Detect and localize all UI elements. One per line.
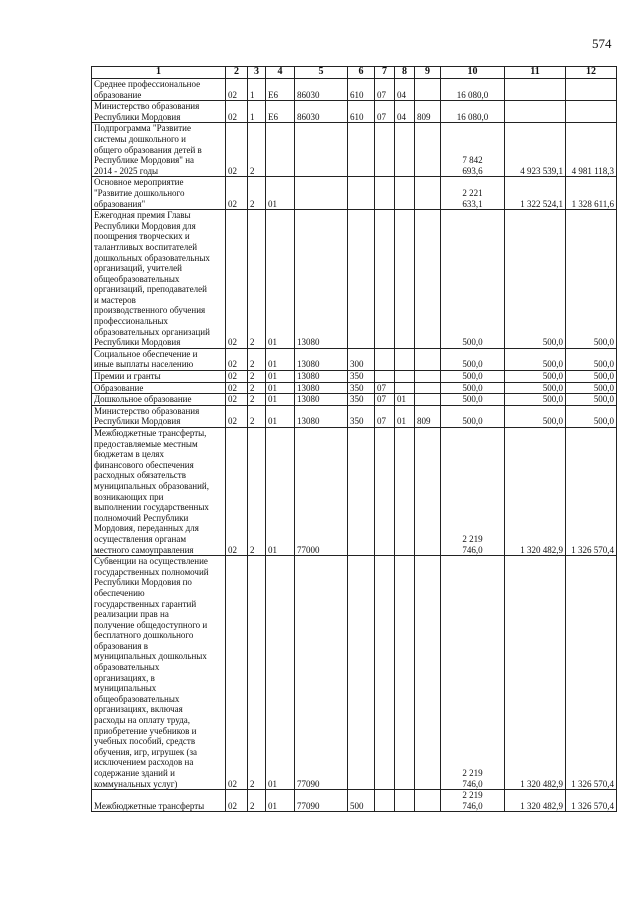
amount-cell: 2 219 746,0 <box>441 790 505 812</box>
code-cell: 07 <box>375 79 395 101</box>
amount-cell: 1 328 611,6 <box>566 177 617 210</box>
code-cell: 04 <box>395 101 415 123</box>
row-name: Дошкольное образование <box>92 394 226 406</box>
code-cell: 350 <box>348 382 375 394</box>
code-cell: 350 <box>348 371 375 383</box>
amount-cell: 500,0 <box>441 348 505 370</box>
code-cell: 86030 <box>295 101 348 123</box>
column-header: 5 <box>295 67 348 79</box>
table-row <box>92 556 617 790</box>
table-row <box>92 394 617 406</box>
amount-cell: 16 080,0 <box>441 101 505 123</box>
code-cell: 2 <box>248 210 266 349</box>
amount-cell: 500,0 <box>505 348 566 370</box>
code-cell <box>415 177 441 210</box>
amount-cell: 1 326 570,4 <box>566 428 617 556</box>
code-cell: 02 <box>226 348 248 370</box>
code-cell <box>375 790 395 812</box>
code-cell: 809 <box>415 101 441 123</box>
amount-cell: 1 326 570,4 <box>566 556 617 790</box>
code-cell <box>415 210 441 349</box>
code-cell: 01 <box>266 177 295 210</box>
code-cell <box>348 556 375 790</box>
code-cell: 02 <box>226 371 248 383</box>
row-name: Ежегодная премия Главы Республики Мордовия для поощрения творческих и талантливых воспитателей дошкольных образовательных организаций, учителей общеобразовательных организаций, преподавателей и мастеров производственного обучения профессиональных образовательных организаций Республики Мордовия <box>92 210 226 349</box>
code-cell: 02 <box>226 177 248 210</box>
code-cell: 13080 <box>295 394 348 406</box>
amount-cell: 500,0 <box>441 405 505 427</box>
amount-cell: 500,0 <box>566 371 617 383</box>
code-cell: 01 <box>266 428 295 556</box>
table-row <box>92 348 617 370</box>
code-cell: 350 <box>348 394 375 406</box>
code-cell: 2 <box>248 348 266 370</box>
code-cell <box>395 382 415 394</box>
code-cell: 2 <box>248 394 266 406</box>
amount-cell: 500,0 <box>441 371 505 383</box>
code-cell: 350 <box>348 405 375 427</box>
code-cell: 01 <box>266 371 295 383</box>
code-cell: 07 <box>375 405 395 427</box>
amount-cell <box>505 79 566 101</box>
table-row <box>92 371 617 383</box>
code-cell: 02 <box>226 556 248 790</box>
page-number: 574 <box>592 36 612 51</box>
column-header: 11 <box>505 67 566 79</box>
table-row <box>92 123 617 177</box>
row-name: Среднее профессиональное образование <box>92 79 226 101</box>
row-name: Основное мероприятие "Развитие дошкольного образования" <box>92 177 226 210</box>
code-cell: 07 <box>375 394 395 406</box>
column-header: 3 <box>248 67 266 79</box>
code-cell <box>295 123 348 177</box>
column-header: 9 <box>415 67 441 79</box>
column-header: 7 <box>375 67 395 79</box>
amount-cell <box>566 101 617 123</box>
code-cell: Е6 <box>266 79 295 101</box>
code-cell <box>375 371 395 383</box>
amount-cell: 2 219 746,0 <box>441 428 505 556</box>
code-cell: 610 <box>348 79 375 101</box>
code-cell: 2 <box>248 371 266 383</box>
table-row <box>92 79 617 101</box>
code-cell <box>266 123 295 177</box>
amount-cell: 500,0 <box>505 371 566 383</box>
code-cell: 01 <box>266 394 295 406</box>
code-cell <box>415 382 441 394</box>
row-name: Межбюджетные трансферты <box>92 790 226 812</box>
code-cell <box>415 790 441 812</box>
code-cell: 2 <box>248 382 266 394</box>
row-name: Социальное обеспечение и иные выплаты населению <box>92 348 226 370</box>
amount-cell: 1 320 482,9 <box>505 428 566 556</box>
code-cell: 01 <box>266 790 295 812</box>
table-row <box>92 790 617 812</box>
code-cell <box>348 210 375 349</box>
code-cell: 02 <box>226 101 248 123</box>
code-cell: 02 <box>226 405 248 427</box>
code-cell: 01 <box>266 405 295 427</box>
table-row <box>92 428 617 556</box>
code-cell: 02 <box>226 382 248 394</box>
code-cell: 13080 <box>295 348 348 370</box>
code-cell <box>395 556 415 790</box>
code-cell: 01 <box>266 382 295 394</box>
row-name: Межбюджетные трансферты, предоставляемые местным бюджетам в целях финансового обеспечения расходных обязательств муниципальных образований, возникающих при выполнении государственных полномочий Республики Мордовия, переданных для осуществления органам местного самоуправления <box>92 428 226 556</box>
code-cell: 2 <box>248 428 266 556</box>
code-cell <box>395 348 415 370</box>
code-cell <box>375 123 395 177</box>
column-header: 6 <box>348 67 375 79</box>
amount-cell: 1 320 482,9 <box>505 556 566 790</box>
code-cell <box>395 210 415 349</box>
amount-cell: 500,0 <box>566 382 617 394</box>
column-header: 10 <box>441 67 505 79</box>
code-cell: 02 <box>226 428 248 556</box>
code-cell: 02 <box>226 79 248 101</box>
table-row <box>92 382 617 394</box>
table-row <box>92 405 617 427</box>
code-cell <box>375 210 395 349</box>
code-cell: 01 <box>395 394 415 406</box>
code-cell: 13080 <box>295 371 348 383</box>
column-header: 8 <box>395 67 415 79</box>
code-cell <box>395 428 415 556</box>
amount-cell: 500,0 <box>441 394 505 406</box>
code-cell: Е6 <box>266 101 295 123</box>
table-row <box>92 101 617 123</box>
code-cell: 13080 <box>295 210 348 349</box>
code-cell: 02 <box>226 210 248 349</box>
code-cell <box>348 123 375 177</box>
row-name: Премии и гранты <box>92 371 226 383</box>
code-cell: 86030 <box>295 79 348 101</box>
column-header: 4 <box>266 67 295 79</box>
code-cell: 610 <box>348 101 375 123</box>
amount-cell: 500,0 <box>505 382 566 394</box>
code-cell <box>395 123 415 177</box>
code-cell <box>415 348 441 370</box>
code-cell: 77090 <box>295 790 348 812</box>
amount-cell: 2 219 746,0 <box>441 556 505 790</box>
code-cell <box>375 556 395 790</box>
code-cell <box>348 177 375 210</box>
code-cell <box>395 177 415 210</box>
code-cell <box>415 394 441 406</box>
code-cell: 2 <box>248 790 266 812</box>
column-header: 12 <box>566 67 617 79</box>
row-name: Субвенции на осуществление государственных полномочий Республики Мордовия по обеспечению государственных гарантий реализации прав на получение общедоступного и бесплатного дошкольного образования в муниципальных дошкольных образовательных организациях, в муниципальных общеобразовательных организациях, включая расходы на оплату труда, приобретение учебников и учебных пособий, средств обучения, игр, игрушек (за исключением расходов на содержание зданий и коммунальных услуг) <box>92 556 226 790</box>
amount-cell: 1 326 570,4 <box>566 790 617 812</box>
code-cell: 300 <box>348 348 375 370</box>
amount-cell: 500,0 <box>441 210 505 349</box>
column-header: 1 <box>92 67 226 79</box>
code-cell <box>375 177 395 210</box>
code-cell <box>415 79 441 101</box>
code-cell: 1 <box>248 79 266 101</box>
code-cell <box>375 428 395 556</box>
amount-cell: 500,0 <box>566 348 617 370</box>
amount-cell <box>505 101 566 123</box>
code-cell: 13080 <box>295 382 348 394</box>
amount-cell: 4 923 539,1 <box>505 123 566 177</box>
code-cell: 07 <box>375 382 395 394</box>
code-cell: 07 <box>375 101 395 123</box>
row-name: Министерство образования Республики Мордовия <box>92 101 226 123</box>
amount-cell: 500,0 <box>505 405 566 427</box>
code-cell <box>375 348 395 370</box>
header-row <box>92 67 617 79</box>
code-cell: 02 <box>226 123 248 177</box>
amount-cell <box>566 79 617 101</box>
amount-cell: 2 221 633,1 <box>441 177 505 210</box>
code-cell: 13080 <box>295 405 348 427</box>
amount-cell: 500,0 <box>566 210 617 349</box>
code-cell <box>415 123 441 177</box>
row-name: Образование <box>92 382 226 394</box>
code-cell: 809 <box>415 405 441 427</box>
amount-cell: 1 322 524,1 <box>505 177 566 210</box>
code-cell: 2 <box>248 405 266 427</box>
code-cell: 2 <box>248 556 266 790</box>
amount-cell: 1 320 482,9 <box>505 790 566 812</box>
code-cell: 01 <box>395 405 415 427</box>
code-cell <box>415 556 441 790</box>
row-name: Министерство образования Республики Мордовия <box>92 405 226 427</box>
code-cell: 01 <box>266 556 295 790</box>
row-name: Подпрограмма "Развитие системы дошкольного и общего образования детей в Республике Мордовия" на 2014 - 2025 годы <box>92 123 226 177</box>
code-cell: 01 <box>266 210 295 349</box>
amount-cell: 500,0 <box>566 405 617 427</box>
code-cell: 77000 <box>295 428 348 556</box>
budget-table <box>91 66 617 812</box>
amount-cell: 500,0 <box>505 210 566 349</box>
code-cell: 02 <box>226 790 248 812</box>
column-header: 2 <box>226 67 248 79</box>
amount-cell: 16 080,0 <box>441 79 505 101</box>
code-cell: 500 <box>348 790 375 812</box>
amount-cell: 500,0 <box>441 382 505 394</box>
code-cell: 02 <box>226 394 248 406</box>
code-cell: 1 <box>248 101 266 123</box>
code-cell: 01 <box>266 348 295 370</box>
amount-cell: 500,0 <box>566 394 617 406</box>
code-cell <box>415 371 441 383</box>
code-cell: 04 <box>395 79 415 101</box>
code-cell: 2 <box>248 177 266 210</box>
amount-cell: 4 981 118,3 <box>566 123 617 177</box>
table-row <box>92 210 617 349</box>
code-cell: 2 <box>248 123 266 177</box>
code-cell <box>395 790 415 812</box>
code-cell: 77090 <box>295 556 348 790</box>
table-row <box>92 177 617 210</box>
code-cell <box>395 371 415 383</box>
code-cell <box>415 428 441 556</box>
code-cell <box>348 428 375 556</box>
amount-cell: 7 842 693,6 <box>441 123 505 177</box>
amount-cell: 500,0 <box>505 394 566 406</box>
code-cell <box>295 177 348 210</box>
